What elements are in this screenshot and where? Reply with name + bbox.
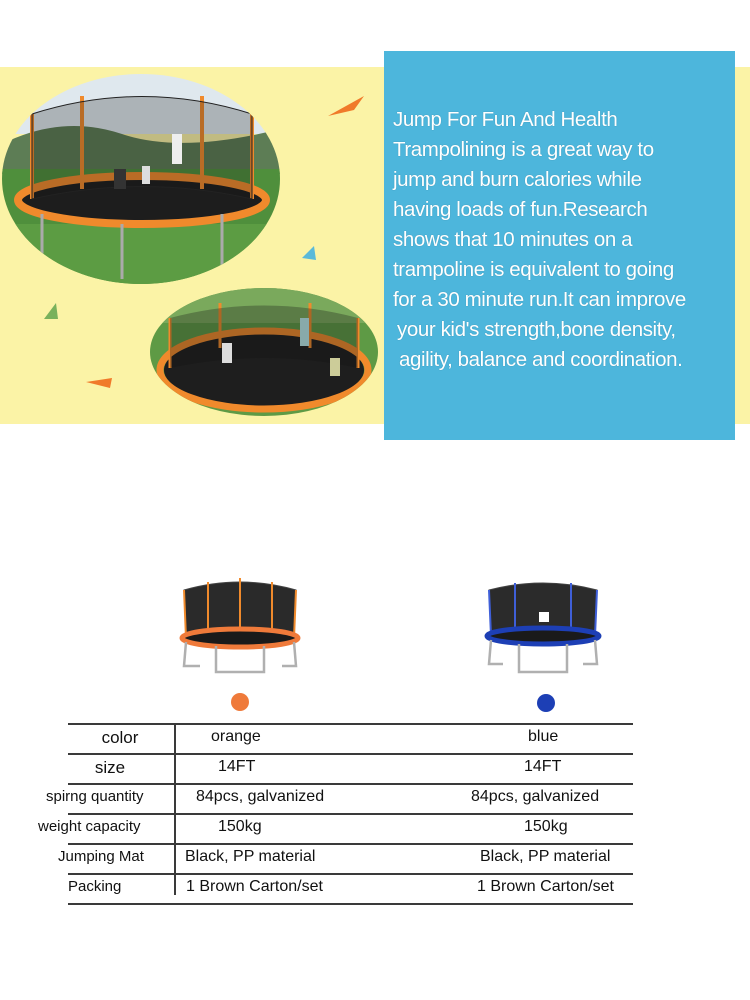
table-row: [68, 875, 633, 905]
info-title: Jump For Fun And Health: [393, 108, 618, 131]
table-row: [46, 785, 633, 815]
info-line: shows that 10 minutes on a: [393, 228, 633, 251]
row-label: size: [94, 758, 126, 777]
info-line: your kid's strength,bone density,: [397, 318, 676, 341]
spec-table: [38, 723, 633, 905]
info-line: jump and burn calories while: [393, 168, 642, 191]
info-line: having loads of fun.Research: [393, 198, 648, 221]
confetti-orange-1: [328, 96, 364, 116]
orange-value: 150kg: [218, 818, 262, 835]
orange-value: 14FT: [218, 758, 256, 775]
blue-value: Black, PP material: [480, 848, 611, 865]
blue-value: blue: [528, 728, 559, 745]
blue-value: 84pcs, galvanized: [471, 788, 600, 805]
blue-value: 1 Brown Carton/set: [477, 878, 614, 895]
table-row: [58, 845, 633, 875]
orange-value: Black, PP material: [185, 848, 316, 865]
blue-value: 14FT: [524, 758, 562, 775]
info-line: agility, balance and coordination.: [399, 348, 683, 371]
blue-color-swatch: [537, 694, 555, 712]
orange-color-swatch: [231, 693, 249, 711]
info-line: Trampolining is a great way to: [393, 138, 654, 161]
confetti-green-1: [44, 303, 58, 319]
table-row: [68, 723, 633, 755]
orange-trampoline-image: [178, 576, 302, 676]
row-label: Packing: [68, 878, 122, 895]
info-line: trampoline is equivalent to going: [393, 258, 674, 281]
orange-value: 84pcs, galvanized: [196, 788, 325, 805]
row-label: weight capacity: [38, 818, 141, 835]
row-label: color: [101, 728, 139, 747]
table-divider: [174, 723, 176, 895]
blue-trampoline-image: [481, 578, 605, 676]
orange-value: 1 Brown Carton/set: [186, 878, 323, 895]
table-row: [68, 755, 633, 785]
row-label: spirng quantity: [46, 788, 144, 805]
trampoline-photo-small: [150, 288, 378, 416]
confetti-blue-1: [302, 246, 316, 260]
blue-value: 150kg: [524, 818, 568, 835]
table-row: [38, 815, 633, 845]
trampoline-photo-large: [2, 74, 280, 284]
info-line: for a 30 minute run.It can improve: [393, 288, 686, 311]
orange-value: orange: [211, 728, 261, 745]
confetti-orange-2: [86, 378, 112, 388]
info-text: [393, 105, 738, 375]
row-label: Jumping Mat: [58, 848, 144, 865]
